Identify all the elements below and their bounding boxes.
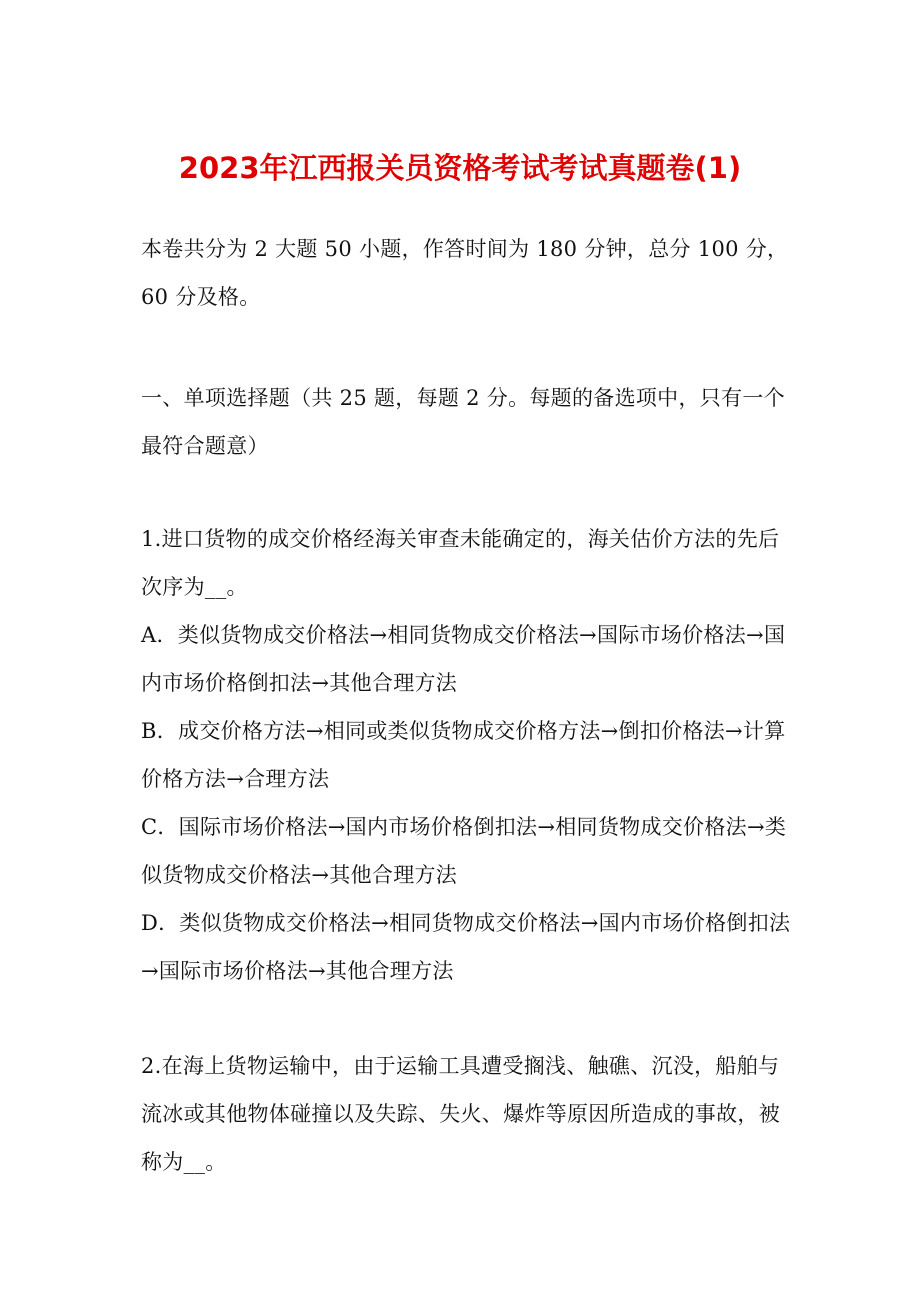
option-b: B．成交价格方法→相同或类似货物成交价格方法→倒扣价格法→计算价格方法→合理方法: [141, 719, 786, 791]
option-c: C．国际市场价格法→国内市场价格倒扣法→相同货物成交价格法→类似货物成交价格法→其他合理方法: [141, 815, 787, 887]
section-heading: 一、单项选择题（共 25 题，每题 2 分。每题的备选项中，只有一个最符合题意）: [141, 386, 785, 458]
question-stem: 2.在海上货物运输中，由于运输工具遭受搁浅、触礁、沉没，船舶与流冰或其他物体碰撞以及失踪、失火、爆炸等原因所造成的事故，被称为__。: [141, 1054, 780, 1174]
option-d: D．类似货物成交价格法→相同货物成交价格法→国内市场价格倒扣法→国际市场价格法→其他合理方法: [141, 911, 791, 983]
exam-intro: 本卷共分为 2 大题 50 小题，作答时间为 180 分钟，总分 100 分，60 分及格。: [141, 237, 789, 309]
question-1: [141, 515, 791, 995]
document-title: 2023年江西报关员资格考试考试真题卷(1): [178, 151, 742, 185]
option-a: A．类似货物成交价格法→相同货物成交价格法→国际市场价格法→国内市场价格倒扣法→其他合理方法: [141, 623, 786, 695]
question-stem: 1.进口货物的成交价格经海关审查未能确定的，海关估价方法的先后次序为__。: [141, 527, 780, 599]
question-2: [141, 1042, 791, 1186]
